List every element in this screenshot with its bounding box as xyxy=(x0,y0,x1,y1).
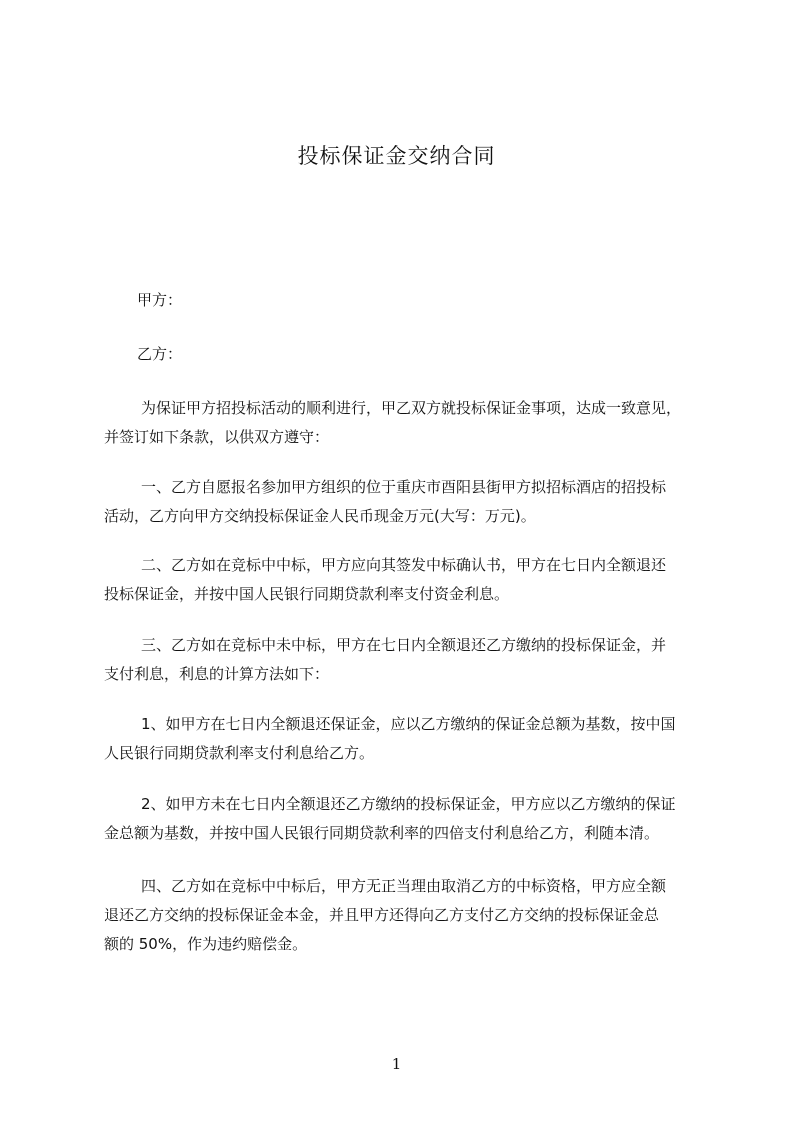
paragraph-line: 投标保证金，并按中国人民银行同期贷款利率支付资金利息。 xyxy=(104,585,510,603)
clause-3-paragraph xyxy=(104,631,704,689)
preamble-paragraph xyxy=(104,394,704,452)
clause-4-paragraph xyxy=(104,872,704,959)
paragraph-line: 额的 50%，作为违约赔偿金。 xyxy=(104,935,308,953)
party-a-label: 甲方： xyxy=(137,291,183,309)
clause-3-item-2-paragraph xyxy=(104,790,704,848)
paragraph-line: 1、如甲方在七日内全额退还保证金，应以乙方缴纳的保证金总额为基数，按中国 xyxy=(141,715,676,733)
paragraph-line: 金总额为基数，并按中国人民银行同期贷款利率的四倍支付利息给乙方，利随本清。 xyxy=(104,824,660,842)
paragraph-line: 支付利息，利息的计算方法如下： xyxy=(104,665,330,683)
page-number: 1 xyxy=(391,1055,402,1073)
clause-2-paragraph xyxy=(104,551,704,609)
paragraph-line: 活动，乙方向甲方交纳投标保证金人民币现金万元(大写：万元)。 xyxy=(104,507,536,525)
paragraph-line: 人民银行同期贷款利率支付利息给乙方。 xyxy=(104,744,375,762)
paragraph-line: 一、乙方自愿报名参加甲方组织的位于重庆市酉阳县街甲方拟招标酒店的招投标 xyxy=(141,478,667,496)
paragraph-line: 为保证甲方招投标活动的顺利进行，甲乙双方就投标保证金事项，达成一致意见， xyxy=(141,399,682,417)
clause-3-item-1-paragraph xyxy=(104,710,704,768)
paragraph-line: 退还乙方交纳的投标保证金本金，并且甲方还得向乙方支付乙方交纳的投标保证金总 xyxy=(104,906,660,924)
paragraph-line: 2、如甲方未在七日内全额退还乙方缴纳的投标保证金，甲方应以乙方缴纳的保证 xyxy=(141,795,676,813)
paragraph-line: 四、乙方如在竞标中中标后，甲方无正当理由取消乙方的中标资格，甲方应全额 xyxy=(141,877,667,895)
paragraph-line: 三、乙方如在竞标中未中标，甲方在七日内全额退还乙方缴纳的投标保证金，并 xyxy=(141,636,667,654)
paragraph-line: 二、乙方如在竞标中中标，甲方应向其签发中标确认书，甲方在七日内全额退还 xyxy=(141,556,667,574)
document-title: 投标保证金交纳合同 xyxy=(297,144,496,168)
clause-1-paragraph xyxy=(104,473,704,531)
paragraph-line: 并签订如下条款，以供双方遵守： xyxy=(104,428,330,446)
party-b-label: 乙方： xyxy=(137,345,183,363)
